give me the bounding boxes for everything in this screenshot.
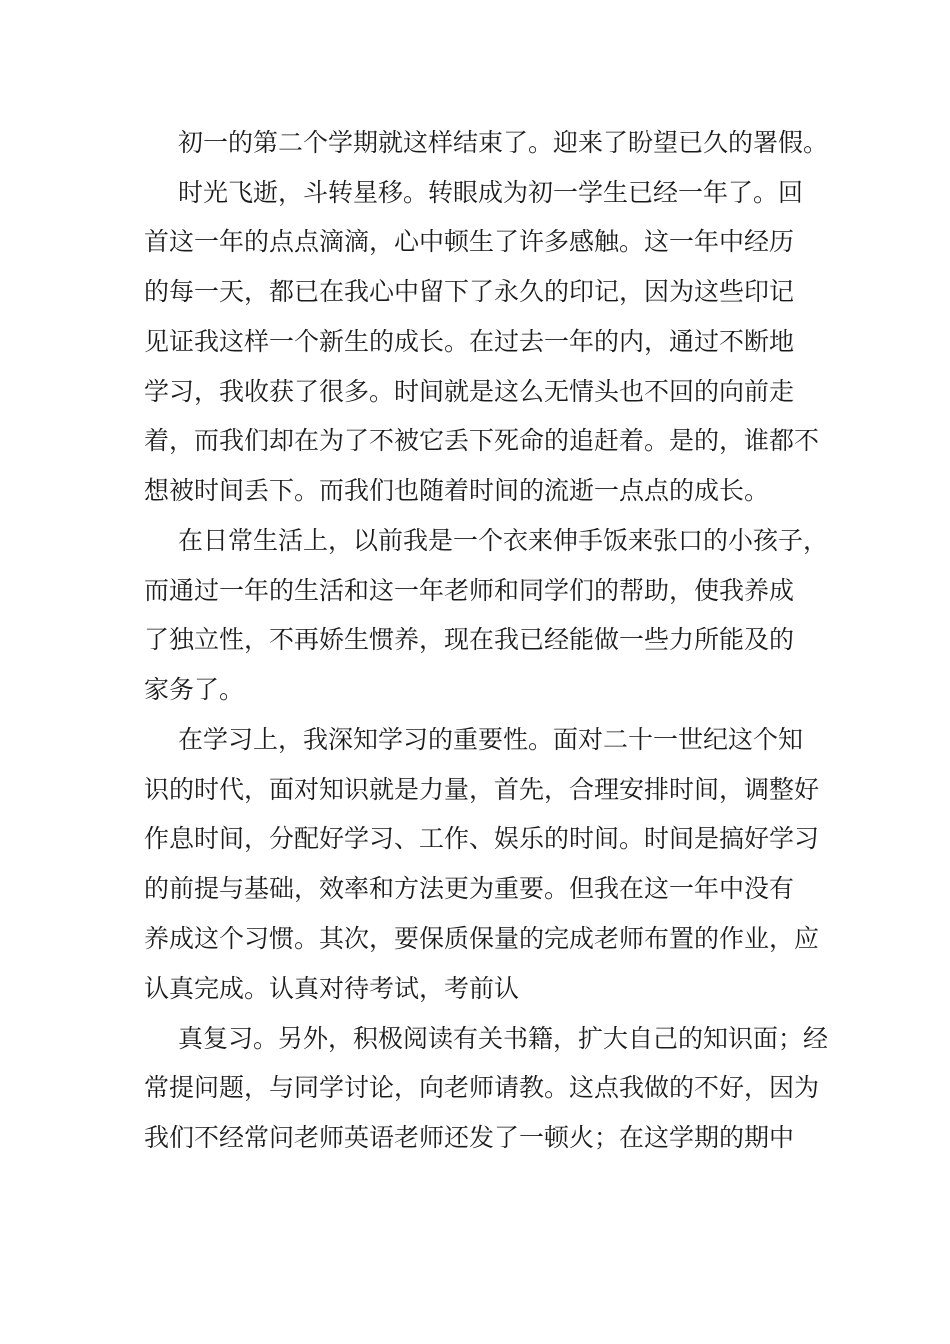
paragraph-line: 真复习。另外，积极阅读有关书籍，扩大自己的知识面；经 — [178, 1024, 829, 1053]
paragraph-line: 养成这个习惯。其次，要保质保量的完成老师布置的作业，应 — [144, 924, 820, 953]
paragraph-line: 学习，我收获了很多。时间就是这么无情头也不回的向前走 — [144, 377, 795, 406]
paragraph-line: 家务了。 — [144, 675, 245, 704]
paragraph-line: 在学习上，我深知学习的重要性。面对二十一世纪这个知 — [178, 725, 804, 754]
paragraph-line: 而通过一年的生活和这一年老师和同学们的帮助，使我养成 — [144, 576, 795, 605]
paragraph-line: 作息时间，分配好学习、工作、娱乐的时间。时间是搞好学习 — [144, 824, 820, 853]
paragraph-line: 着，而我们却在为了不被它丢下死命的追赶着。是的，谁都不 — [144, 426, 820, 455]
paragraph-line: 首这一年的点点滴滴，心中顿生了许多感触。这一年中经历 — [144, 227, 795, 256]
paragraph-line: 时光飞逝，斗转星移。转眼成为初一学生已经一年了。回 — [178, 178, 804, 207]
paragraph-line: 常提问题，与同学讨论，向老师请教。这点我做的不好，因为 — [144, 1073, 820, 1102]
paragraph-line: 了独立性，不再娇生惯养，现在我已经能做一些力所能及的 — [144, 625, 795, 654]
paragraph-line: 想被时间丢下。而我们也随着时间的流逝一点点的成长。 — [144, 476, 770, 505]
paragraph-line: 我们不经常问老师英语老师还发了一顿火；在这学期的期中 — [144, 1123, 795, 1152]
paragraph-line: 的每一天，都已在我心中留下了永久的印记，因为这些印记 — [144, 277, 795, 306]
paragraph-line: 的前提与基础，效率和方法更为重要。但我在这一年中没有 — [144, 874, 795, 903]
paragraph-line: 在日常生活上，以前我是一个衣来伸手饭来张口的小孩子， — [178, 526, 829, 555]
paragraph-line: 识的时代，面对知识就是力量，首先，合理安排时间，调整好 — [144, 775, 820, 804]
paragraph-line: 初一的第二个学期就这样结束了。迎来了盼望已久的署假。 — [178, 128, 829, 157]
paragraph-line: 见证我这样一个新生的成长。在过去一年的内，通过不断地 — [144, 327, 795, 356]
paragraph-line: 认真完成。认真对待考试，考前认 — [144, 974, 520, 1003]
